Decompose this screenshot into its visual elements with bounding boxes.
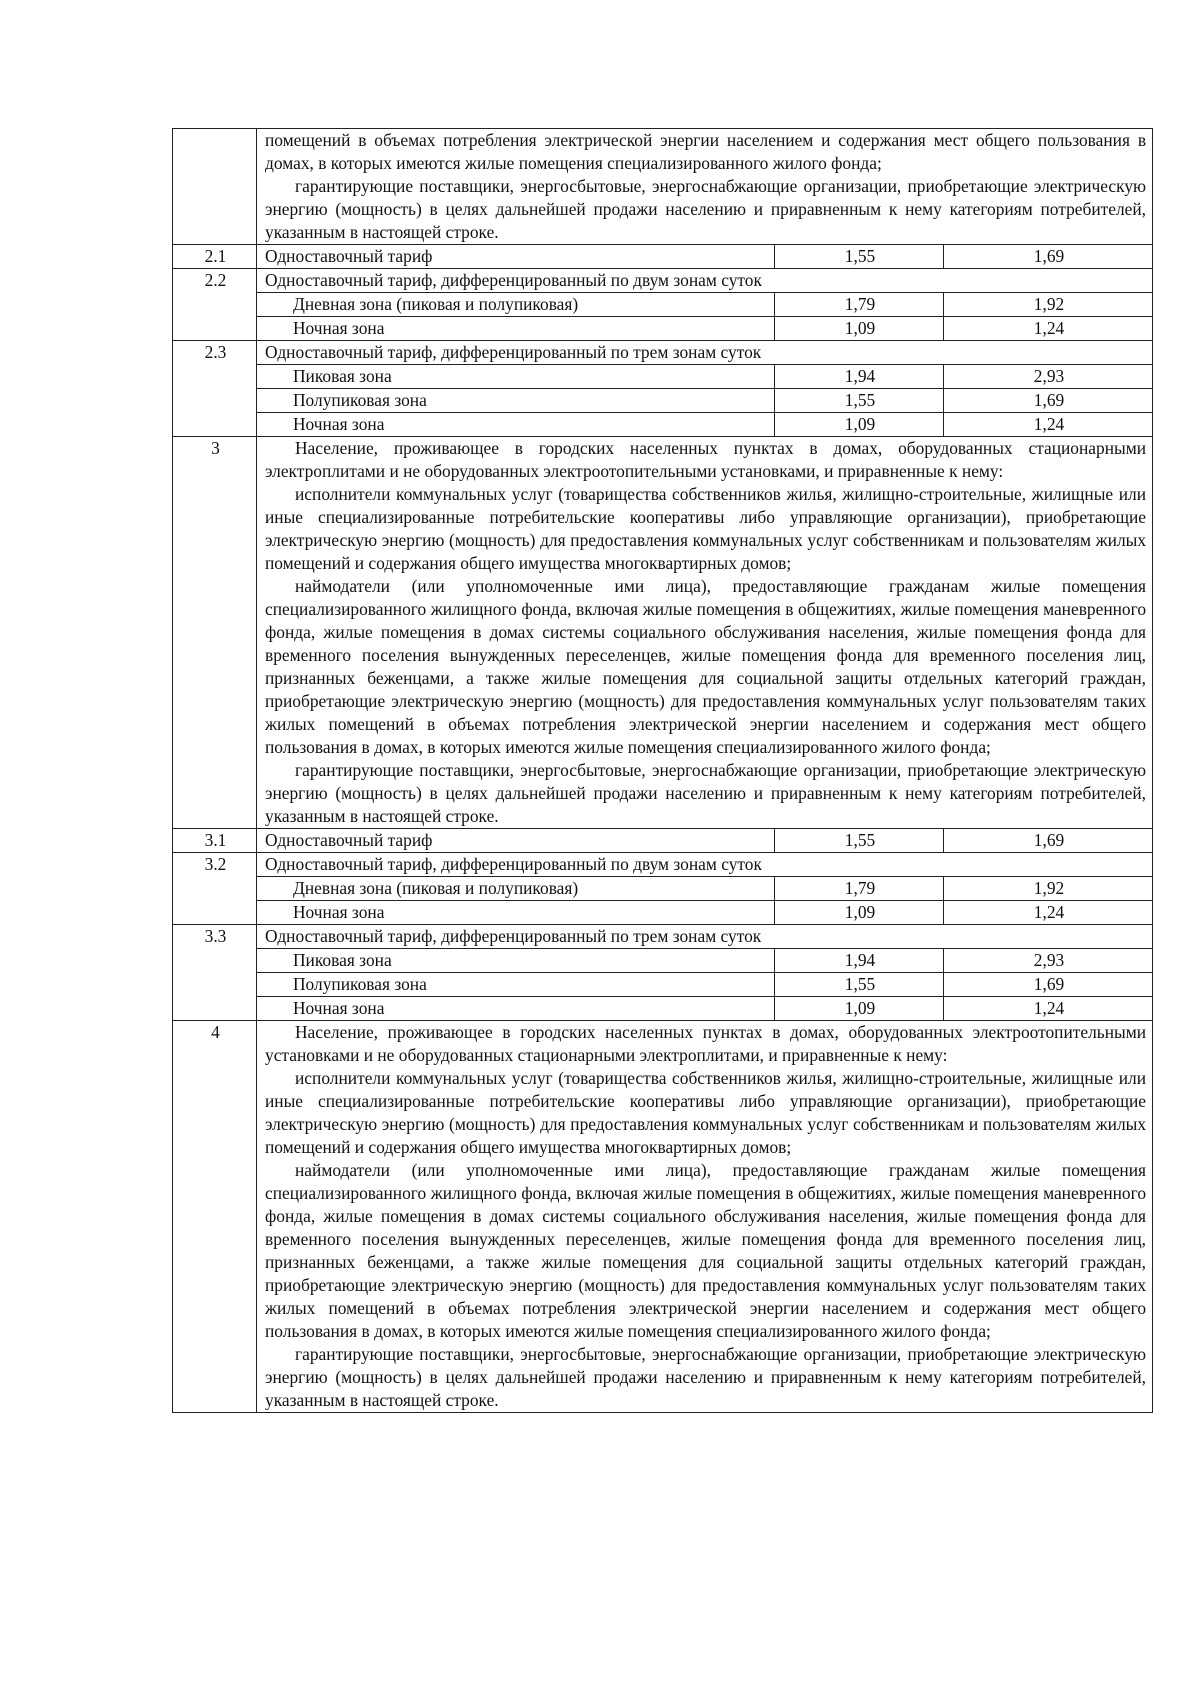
row-number: 3.2 <box>173 853 257 877</box>
table-row <box>173 317 1153 341</box>
table-row <box>173 129 1153 245</box>
table-row <box>173 997 1153 1021</box>
table-row <box>173 925 1153 949</box>
tariff-value: 1,94 <box>775 365 944 389</box>
tariff-label: Одноставочный тариф <box>257 245 775 269</box>
zone-label: Дневная зона (пиковая и полупиковая) <box>257 293 775 317</box>
tariff-value: 1,09 <box>775 413 944 437</box>
zone-label: Ночная зона <box>257 997 775 1021</box>
tariff-value: 1,55 <box>775 829 944 853</box>
table-row <box>173 245 1153 269</box>
tariff-value: 1,24 <box>944 413 1153 437</box>
tariff-value: 1,09 <box>775 317 944 341</box>
tariff-value: 1,55 <box>775 973 944 997</box>
row-number-cell <box>173 293 257 317</box>
row-number-cell <box>173 949 257 973</box>
row-number: 3.3 <box>173 925 257 949</box>
table-row <box>173 949 1153 973</box>
row-number-cell <box>173 389 257 413</box>
zone-label: Ночная зона <box>257 413 775 437</box>
table-row <box>173 413 1153 437</box>
tariff-label: Одноставочный тариф, дифференцированный по двум зонам суток <box>257 853 1153 877</box>
row-number-cell <box>173 317 257 341</box>
tariff-value: 1,94 <box>775 949 944 973</box>
paragraph: наймодатели (или уполномоченные ими лица), предоставляющие гражданам жилые помещения специализированного жилищного фонда, включая жилые помещения в общежитиях, жилые помещения маневренного фонда, жилые помещения в домах системы социального обслуживания населения, жилые помещения фонда для временного поселения вынужденных переселенцев, жилые помещения фонда для временного поселения лиц, признанных беженцами, а также жилые помещения для социальной защиты отдельных категорий граждан, приобретающие электрическую энергию (мощность) для предоставления коммунальных услуг пользователям таких жилых помещений в объемах потребления электрической энергии населением и содержания мест общего пользования в домах, в которых имеются жилые помещения специализированного жилого фонда; <box>265 1160 1147 1341</box>
tariff-value: 1,24 <box>944 901 1153 925</box>
paragraph: гарантирующие поставщики, энергосбытовые, энергоснабжающие организации, приобретающие электрическую энергию (мощность) в целях дальнейшей продажи населению и приравненным к нему категориям потребителей, указанным в настоящей строке. <box>265 760 1147 826</box>
row-number: 2.1 <box>173 245 257 269</box>
tariff-table <box>172 128 1153 1413</box>
paragraph: Население, проживающее в городских населенных пунктах в домах, оборудованных стационарными электроплитами и не оборудованных электроотопительными установками, и приравненные к нему: <box>265 438 1147 481</box>
description-cell <box>257 129 1153 245</box>
description-cell <box>257 437 1153 829</box>
zone-label: Ночная зона <box>257 317 775 341</box>
paragraph: Население, проживающее в городских населенных пунктах в домах, оборудованных электроотопительными установками и не оборудованных стационарными электроплитами, и приравненные к нему: <box>265 1022 1147 1065</box>
table-row <box>173 341 1153 365</box>
tariff-value: 1,79 <box>775 293 944 317</box>
tariff-value: 1,69 <box>944 973 1153 997</box>
tariff-value: 2,93 <box>944 949 1153 973</box>
table-row <box>173 877 1153 901</box>
paragraph: исполнители коммунальных услуг (товарищества собственников жилья, жилищно-строительные, жилищные или иные специализированные потребительские кооперативы либо управляющие организации), приобретающие электрическую энергию (мощность) для предоставления коммунальных услуг собственникам и пользователям жилых помещений и содержания общего имущества многоквартирных домов; <box>265 1068 1147 1157</box>
tariff-value: 1,55 <box>775 245 944 269</box>
tariff-label: Одноставочный тариф, дифференцированный по трем зонам суток <box>257 925 1153 949</box>
zone-label: Дневная зона (пиковая и полупиковая) <box>257 877 775 901</box>
paragraph: исполнители коммунальных услуг (товарищества собственников жилья, жилищно-строительные, жилищные или иные специализированные потребительские кооперативы либо управляющие организации), приобретающие электрическую энергию (мощность) для предоставления коммунальных услуг собственникам и пользователям жилых помещений и содержания общего имущества многоквартирных домов; <box>265 484 1147 573</box>
tariff-value: 1,69 <box>944 389 1153 413</box>
tariff-value: 1,69 <box>944 245 1153 269</box>
table-row <box>173 829 1153 853</box>
row-number-cell <box>173 997 257 1021</box>
row-number-cell <box>173 365 257 389</box>
table-row <box>173 901 1153 925</box>
table-row <box>173 973 1153 997</box>
paragraph: гарантирующие поставщики, энергосбытовые, энергоснабжающие организации, приобретающие электрическую энергию (мощность) в целях дальнейшей продажи населению и приравненным к нему категориям потребителей, указанным в настоящей строке. <box>265 176 1147 242</box>
row-number-cell <box>173 973 257 997</box>
row-number: 3.1 <box>173 829 257 853</box>
tariff-value: 1,92 <box>944 293 1153 317</box>
row-number: 2.2 <box>173 269 257 293</box>
table-row <box>173 389 1153 413</box>
tariff-value: 1,09 <box>775 997 944 1021</box>
zone-label: Ночная зона <box>257 901 775 925</box>
table-row <box>173 853 1153 877</box>
paragraph: помещений в объемах потребления электрической энергии населением и содержания мест общего пользования в домах, в которых имеются жилые помещения специализированного жилого фонда; <box>265 130 1147 173</box>
tariff-value: 1,55 <box>775 389 944 413</box>
zone-label: Полупиковая зона <box>257 973 775 997</box>
zone-label: Полупиковая зона <box>257 389 775 413</box>
paragraph: гарантирующие поставщики, энергосбытовые, энергоснабжающие организации, приобретающие электрическую энергию (мощность) в целях дальнейшей продажи населению и приравненным к нему категориям потребителей, указанным в настоящей строке. <box>265 1344 1147 1410</box>
row-number-cell <box>173 877 257 901</box>
row-number: 3 <box>173 437 257 829</box>
zone-label: Пиковая зона <box>257 949 775 973</box>
table-row <box>173 365 1153 389</box>
tariff-label: Одноставочный тариф <box>257 829 775 853</box>
table-row <box>173 1021 1153 1413</box>
paragraph: наймодатели (или уполномоченные ими лица), предоставляющие гражданам жилые помещения специализированного жилищного фонда, включая жилые помещения в общежитиях, жилые помещения маневренного фонда, жилые помещения в домах системы социального обслуживания населения, жилые помещения фонда для временного поселения вынужденных переселенцев, жилые помещения фонда для временного поселения лиц, признанных беженцами, а также жилые помещения для социальной защиты отдельных категорий граждан, приобретающие электрическую энергию (мощность) для предоставления коммунальных услуг пользователям таких жилых помещений в объемах потребления электрической энергии населением и содержания мест общего пользования в домах, в которых имеются жилые помещения специализированного жилого фонда; <box>265 576 1147 757</box>
zone-label: Пиковая зона <box>257 365 775 389</box>
row-number-cell <box>173 129 257 245</box>
tariff-value: 2,93 <box>944 365 1153 389</box>
tariff-value: 1,79 <box>775 877 944 901</box>
description-cell <box>257 1021 1153 1413</box>
tariff-value: 1,24 <box>944 317 1153 341</box>
tariff-value: 1,92 <box>944 877 1153 901</box>
tariff-value: 1,69 <box>944 829 1153 853</box>
tariff-value: 1,09 <box>775 901 944 925</box>
row-number-cell <box>173 413 257 437</box>
tariff-value: 1,24 <box>944 997 1153 1021</box>
table-row <box>173 269 1153 293</box>
row-number-cell <box>173 901 257 925</box>
tariff-label: Одноставочный тариф, дифференцированный по двум зонам суток <box>257 269 1153 293</box>
tariff-label: Одноставочный тариф, дифференцированный по трем зонам суток <box>257 341 1153 365</box>
row-number: 2.3 <box>173 341 257 365</box>
table-row <box>173 293 1153 317</box>
row-number: 4 <box>173 1021 257 1413</box>
table-row <box>173 437 1153 829</box>
